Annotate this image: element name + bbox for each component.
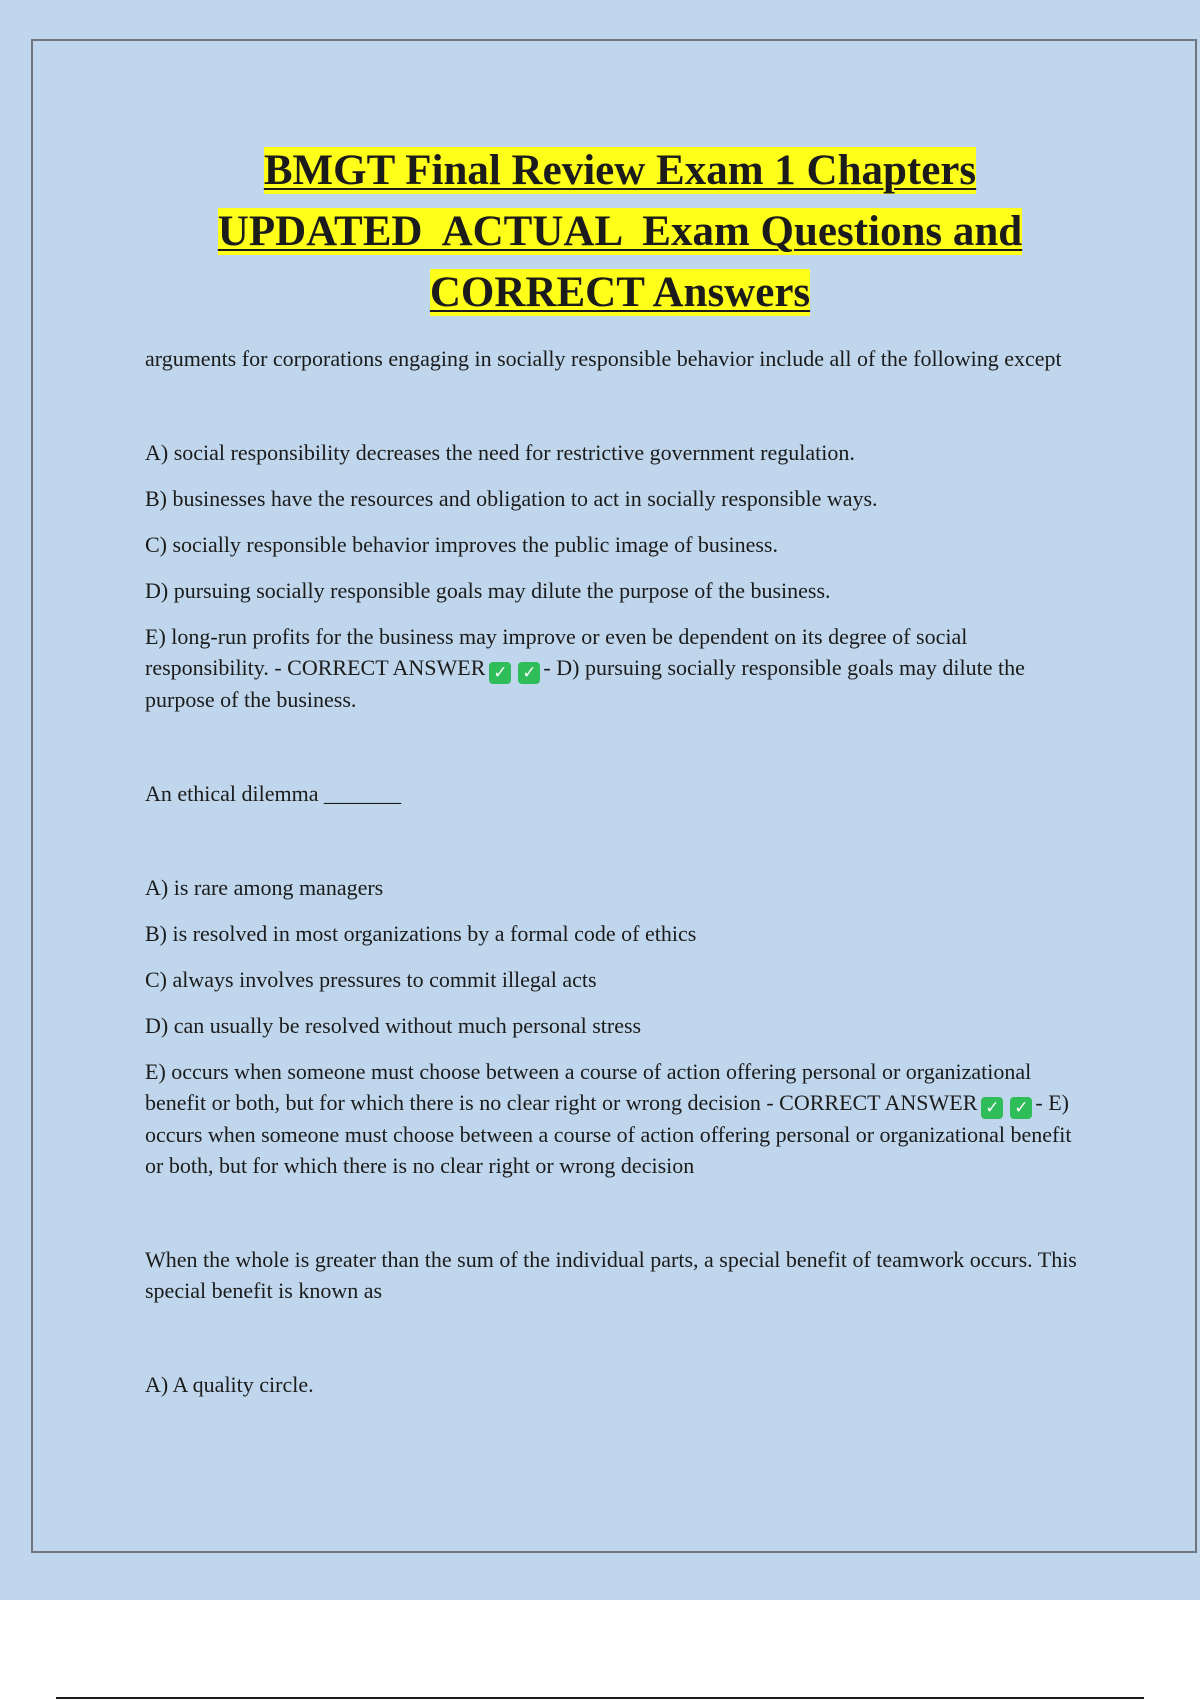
title-line: CORRECT Answers [429, 269, 811, 316]
answer-option: B) is resolved in most organizations by a formal code of ethics [145, 921, 697, 946]
answer-option: A) social responsibility decreases the need for restrictive government regulation. [145, 440, 855, 465]
question-block [145, 1244, 1095, 1400]
correct-answer-text: - D) pursuing socially responsible goals may dilute the purpose of the business. [145, 655, 1025, 712]
answer-option-text: E) occurs when someone must choose between a course of action offering personal or organizational benefit or both, but for which there is no clear right or wrong decision [145, 1059, 1032, 1115]
question-prompt: When the whole is greater than the sum of the individual parts, a special benefit of teamwork occurs. This special benefit is known as [145, 1247, 1077, 1303]
answer-option: D) pursuing socially responsible goals may dilute the purpose of the business. [145, 578, 831, 603]
document-title [145, 140, 1095, 323]
answer-option-with-answer [145, 621, 1095, 715]
white-check-mark-icon: ✓ [489, 662, 511, 684]
answer-option-with-answer [145, 1056, 1095, 1181]
footer-divider [56, 1697, 1144, 1699]
title-line: BMGT Final Review Exam 1 Chapters [263, 147, 977, 194]
answer-option: D) can usually be resolved without much personal stress [145, 1013, 642, 1038]
answer-option: B) businesses have the resources and obligation to act in socially responsible ways. [145, 486, 878, 511]
answer-option: A) A quality circle. [145, 1372, 314, 1397]
answer-option: C) always involves pressures to commit illegal acts [145, 967, 597, 992]
white-check-mark-icon: ✓ [981, 1097, 1003, 1119]
white-check-mark-icon: ✓ [518, 662, 540, 684]
question-block [145, 778, 1095, 1181]
correct-answer-text: - E) occurs when someone must choose between a course of action offering personal or organizational benefit or both, but for which there is no clear right or wrong decision [145, 1090, 1072, 1178]
document-body [145, 140, 1095, 1400]
title-line: UPDATED ACTUAL Exam Questions and [217, 208, 1023, 255]
question-prompt: arguments for corporations engaging in socially responsible behavior include all of the following except [145, 346, 1062, 371]
question-block [145, 343, 1095, 715]
answer-option-text: E) long-run profits for the business may improve or even be dependent on its degree of social responsibility. [145, 624, 968, 680]
answer-option: C) socially responsible behavior improves the public image of business. [145, 532, 778, 557]
white-check-mark-icon: ✓ [1010, 1097, 1032, 1119]
question-prompt: An ethical dilemma _______ [145, 781, 401, 806]
correct-answer-marker: - CORRECT ANSWER [766, 1090, 978, 1115]
answer-option: A) is rare among managers [145, 875, 384, 900]
correct-answer-marker: - CORRECT ANSWER [274, 655, 486, 680]
